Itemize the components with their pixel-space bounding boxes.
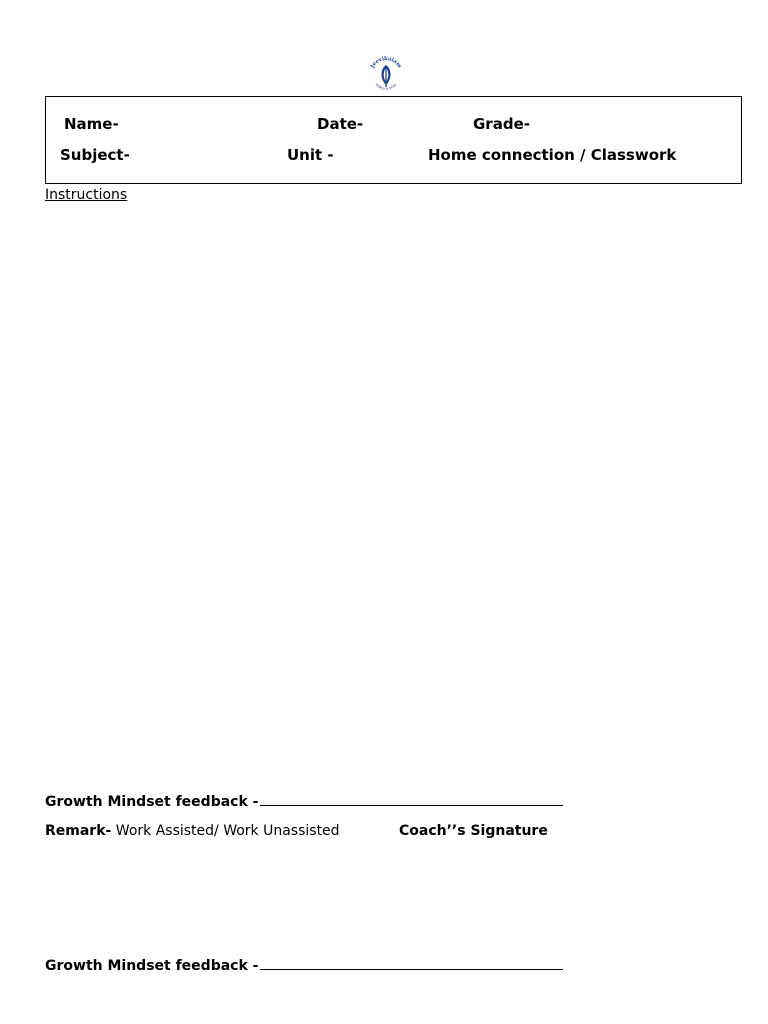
feedback-label: Growth Mindset feedback - [45, 794, 259, 810]
logo-top-text: Jeevikalam [369, 55, 403, 70]
date-label: Date- [317, 115, 364, 133]
growth-mindset-feedback-2 [45, 955, 563, 974]
unit-label: Unit - [287, 146, 334, 164]
remark-row [45, 823, 340, 839]
subject-label: Subject- [60, 146, 130, 164]
student-info-box [45, 96, 742, 184]
logo-bottom-text: WORLD SCHOOL [374, 82, 398, 92]
remark-label: Remark- [45, 823, 112, 839]
name-label: Name- [64, 115, 119, 133]
school-leaf-emblem-icon [364, 52, 408, 96]
coach-signature-label: Coach’’s Signature [399, 823, 548, 839]
grade-label: Grade- [473, 115, 530, 133]
feedback-blank-line-2 [260, 955, 563, 970]
remark-value: Work Assisted/ Work Unassisted [111, 823, 340, 839]
feedback-label-2: Growth Mindset feedback - [45, 958, 259, 974]
instructions-heading: Instructions [45, 187, 128, 203]
school-logo [364, 52, 408, 96]
feedback-blank-line [260, 791, 563, 806]
home-connection-label: Home connection / Classwork [428, 146, 677, 164]
growth-mindset-feedback [45, 791, 563, 810]
